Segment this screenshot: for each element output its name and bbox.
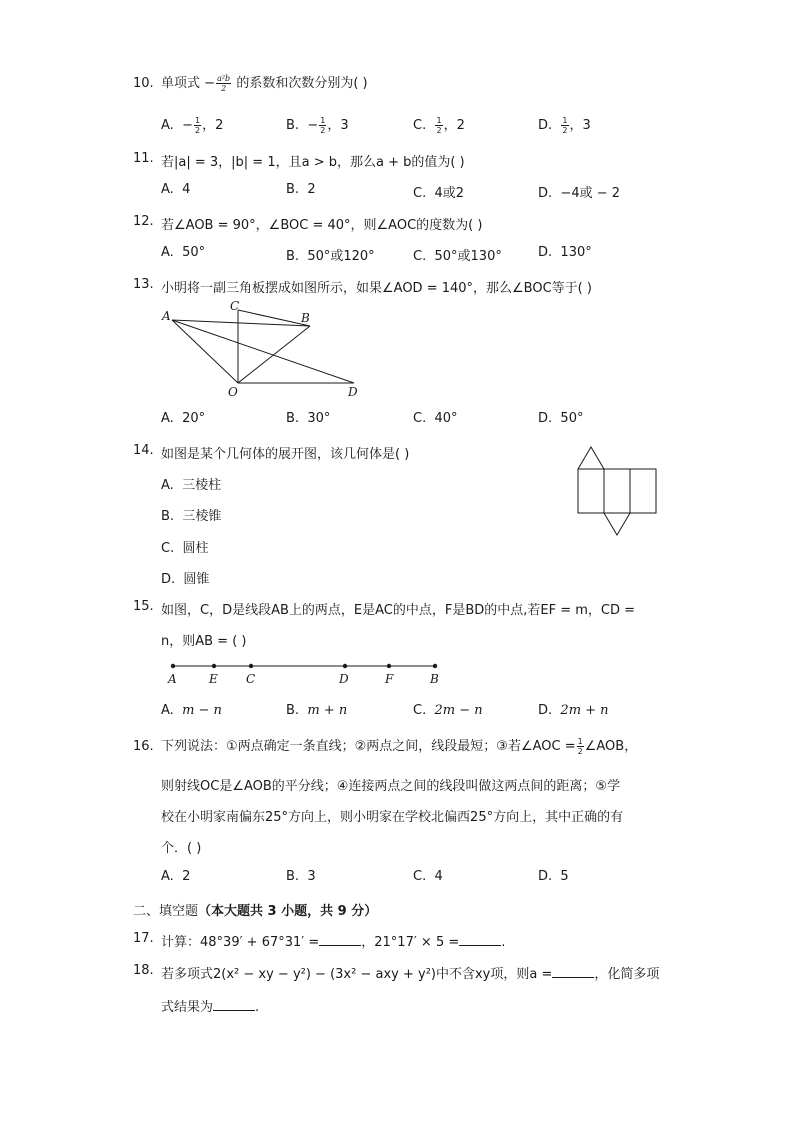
option-c[interactable]: C. 圆柱 (161, 541, 209, 556)
option-d[interactable]: D. −4或 − 2 (538, 186, 621, 201)
question-number: 14. (133, 443, 154, 458)
question-text-line-3: 校在小明家南偏东25°方向上，则小明家在学校北偏西25°方向上，其中正确的有 (161, 810, 624, 825)
answer-blank[interactable] (319, 933, 361, 946)
option-d[interactable]: D. 130° (538, 245, 592, 260)
fraction: $\frac{\text{a²b}}{2}$ (217, 74, 231, 93)
label-d: D (348, 385, 358, 399)
question-number: 16. (133, 739, 154, 754)
question-text-line-1: 如图，C，D是线段AB上的两点，E是AC的中点，F是BD的中点,若EF = m，CD = (161, 603, 636, 618)
option-b[interactable]: B. 3 (286, 869, 316, 884)
option-b[interactable]: B. 30° (286, 411, 331, 426)
question-text-line-1: 下列说法：①两点确定一条直线；②两点之间，线段最短；③若∠AOC = $\frac{1}{2}$ ∠AOB， (161, 737, 638, 756)
option-a[interactable]: A. 4 (161, 182, 191, 197)
question-number: 18. (133, 963, 154, 978)
net-rectangles (578, 469, 656, 513)
question-text-line-4: 个．( ) (161, 841, 202, 856)
option-d[interactable]: D. 5 (538, 869, 569, 884)
question-text-line-2: 式结果为 . (161, 1000, 260, 1015)
option-b[interactable]: B. 2 (286, 182, 316, 197)
option-a[interactable]: A. − $\frac{1}{2}$ ，2 (161, 116, 224, 135)
question-number: 15. (133, 599, 154, 614)
net-bottom-triangle (604, 513, 630, 535)
question-number: 13. (133, 277, 154, 292)
label-f: F (385, 672, 394, 686)
question-text: 单项式 − $\frac{\text{a²b}}{2}$ 的系数和次数分别为( ) (161, 74, 368, 93)
answer-blank[interactable] (552, 965, 594, 978)
question-text: 如图是某个几何体的展开图，该几何体是( ) (161, 447, 410, 462)
label-e: E (209, 672, 218, 686)
option-c[interactable]: C. $\frac{1}{2}$ ，2 (413, 116, 465, 135)
option-c[interactable]: C. 2m − n (413, 703, 483, 718)
label-c: C (230, 299, 240, 313)
question-number: 10. (133, 76, 154, 91)
segment-ao (172, 320, 238, 383)
question-number: 17. (133, 931, 154, 946)
option-a[interactable]: A. 三棱柱 (161, 478, 222, 493)
option-d[interactable]: D. 圆锥 (161, 572, 210, 587)
option-d[interactable]: D. $\frac{1}{2}$ ，3 (538, 116, 591, 135)
section-heading: 二、填空题（本大题共 3 小题，共 9 分） (133, 904, 378, 919)
option-a[interactable]: A. 2 (161, 869, 191, 884)
question-number: 12. (133, 214, 154, 229)
question-text: 小明将一副三角板摆成如图所示，如果∠AOD = 140°，那么∠BOC等于( ) (161, 281, 592, 296)
segment-ob (238, 326, 310, 383)
option-c[interactable]: C. 4 (413, 869, 443, 884)
net-top-triangle (578, 447, 604, 469)
label-d: D (339, 672, 349, 686)
segment-figure (163, 656, 448, 688)
question-text: 若|a| = 3，|b| = 1，且a > b，那么a + b的值为( ) (161, 155, 465, 170)
option-b[interactable]: B. 50°或120° (286, 249, 375, 264)
answer-blank[interactable] (459, 933, 501, 946)
label-b: B (301, 311, 310, 325)
option-a[interactable]: A. m − n (161, 703, 222, 718)
option-c[interactable]: C. 50°或130° (413, 249, 502, 264)
question-text-line-1: 若多项式2(x² − xy − y²) − (3x² − axy + y²)中不含xy项，则a = ，化简多项 (161, 967, 660, 982)
prism-net-figure (575, 444, 661, 538)
question-text: 若∠AOB = 90°，∠BOC = 40°，则∠AOC的度数为( ) (161, 218, 483, 233)
label-o: O (228, 385, 238, 399)
option-a[interactable]: A. 20° (161, 411, 206, 426)
option-b[interactable]: B. − $\frac{1}{2}$ ，3 (286, 116, 349, 135)
option-b[interactable]: B. m + n (286, 703, 348, 718)
label-a: A (162, 309, 171, 323)
option-c[interactable]: C. 40° (413, 411, 458, 426)
option-c[interactable]: C. 4或2 (413, 186, 465, 201)
label-a: A (168, 672, 177, 686)
label-c: C (246, 672, 256, 686)
option-d[interactable]: D. 2m + n (538, 703, 609, 718)
answer-blank[interactable] (213, 998, 255, 1011)
question-text: 计算：48°39′ + 67°31′ = ，21°17′ × 5 = . (161, 935, 506, 950)
option-d[interactable]: D. 50° (538, 411, 584, 426)
triangle-set-figure (160, 298, 370, 402)
question-text-line-2: n，则AB = ( ) (161, 634, 247, 649)
question-number: 11. (133, 151, 154, 166)
option-b[interactable]: B. 三棱锥 (161, 509, 222, 524)
question-text-line-2: 则射线OC是∠AOB的平分线；④连接两点之间的线段叫做这两点间的距离；⑤学 (161, 779, 621, 794)
segment-ad (172, 320, 354, 383)
label-b: B (430, 672, 439, 686)
option-a[interactable]: A. 50° (161, 245, 206, 260)
